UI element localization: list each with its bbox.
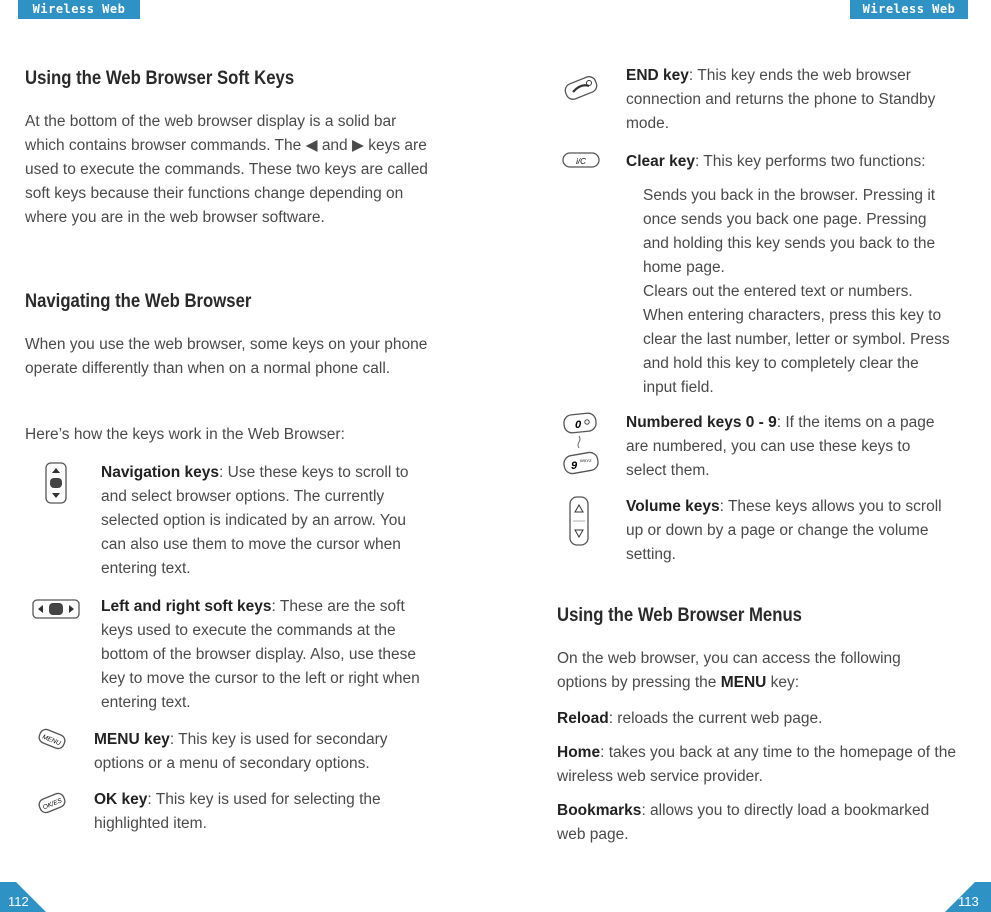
desc-ok-key: : This key is used for selecting the highlighted item. [94,791,381,832]
menu-option-reload [557,707,957,731]
term-number-keys: Numbered keys 0 - 9 [626,414,777,431]
desc-number-keys: : If the items on a page are numbered, you can use these keys to select them. [626,414,935,479]
menu-option-home [557,741,957,789]
heading-navigating: Navigating the Web Browser [25,291,252,312]
desc-end-key: : This key ends the web browser connection and returns the phone to Standby mode. [626,67,936,132]
item-soft-keys [101,595,431,715]
page-number-left-text: 112 [8,894,29,909]
desc-reload: : reloads the current web page. [608,710,823,727]
clear-sub-2: Clears out the entered text or numbers. When entering characters, press this key to clear the last number, letter or symbol. Press and hold this key to completely clear the input field. [643,283,950,396]
menu-option-bookmarks [557,799,957,847]
item-number-keys [626,411,952,483]
item-volume-keys [626,495,952,567]
term-clear-key: Clear key [626,153,695,170]
term-reload: Reload [557,710,609,727]
term-volume-keys: Volume keys [626,498,720,515]
paragraph-keys-intro: Here’s how the keys work in the Web Browser: [25,426,345,443]
term-menu-key: MENU key [94,731,170,748]
item-end-key [626,64,956,136]
menus-menu-key: MENU [720,674,767,691]
term-end-key: END key [626,67,689,84]
term-bookmarks: Bookmarks [557,802,642,819]
heading-browser-menus: Using the Web Browser Menus [557,605,802,626]
paragraph-menus [557,647,952,695]
ok-key-label: OK/ES [42,797,64,812]
navigation-keys-icon [44,462,68,504]
term-ok-key: OK key [94,791,148,808]
nine-key-label: 9 [571,460,578,472]
desc-home: : takes you back at any time to the homepage of the wireless web service provider. [557,744,956,785]
left-arrow-icon: ◀ [305,137,318,154]
section-tab-left: Wireless Web [18,0,140,19]
menu-key-label: MENU [41,733,62,748]
menu-key-icon [36,727,68,751]
item-menu-key [94,728,424,776]
page-number-right [945,882,991,912]
desc-volume-keys: : These keys allows you to scroll up or down by a page or change the volume setting. [626,498,942,563]
clear-sub-1: Sends you back in the browser. Pressing it once sends you back one page. Pressing and holding this key sends you back to the home page. [643,187,936,276]
zero-key-label: 0 [575,419,582,431]
end-key-icon [561,73,601,103]
paragraph-soft-keys [25,110,430,230]
desc-soft-keys: : These are the soft keys used to execute the commands at the bottom of the browser display. Also, use these key to move the cursor to the left or right when entering text. [101,598,420,711]
right-arrow-icon: ▶ [352,137,364,154]
desc-navigation-keys: : Use these keys to scroll to and select browser options. The currently selected option is indicated by an arrow. You can also use them to move the cursor when entering text. [101,464,409,577]
term-navigation-keys: Navigation keys [101,464,220,481]
volume-keys-icon [568,496,590,546]
ok-key-icon [36,791,68,815]
heading-soft-keys: Using the Web Browser Soft Keys [25,68,295,89]
nine-key-letters: WXYZ [580,458,592,463]
soft-keys-icon [32,597,80,621]
paragraph-navigating: When you use the web browser, some keys on your phone operate differently than when on a normal phone call. [25,336,428,377]
soft-keys-text-and: and [321,137,348,154]
soft-keys-text-a: At the bottom of the web browser display is a solid bar which contains browser commands. The [25,113,397,154]
item-clear-key [626,150,956,174]
desc-menu-key: : This key is used for secondary options or a menu of secondary options. [94,731,388,772]
page-number-right-text: 113 [958,894,979,909]
clear-key-icon [561,151,601,169]
desc-clear-key: : This key performs two functions: [694,153,926,170]
clear-key-label: i/C [576,157,586,166]
item-navigation-keys [101,461,434,581]
term-soft-keys: Left and right soft keys [101,598,272,615]
menus-text-b: key: [770,674,800,691]
menus-text-a: On the web browser, you can access the following options by pressing the [557,650,901,691]
page-number-left [0,882,46,912]
term-home: Home [557,744,601,761]
item-ok-key [94,788,424,836]
desc-bookmarks: : allows you to directly load a bookmarked web page. [557,802,930,843]
number-keys-icon [560,412,602,476]
section-tab-right: Wireless Web [850,0,968,19]
soft-keys-text-b: keys are used to execute the commands. These two keys are called soft keys because their functions change depending on where you are in the web browser software. [25,137,428,226]
